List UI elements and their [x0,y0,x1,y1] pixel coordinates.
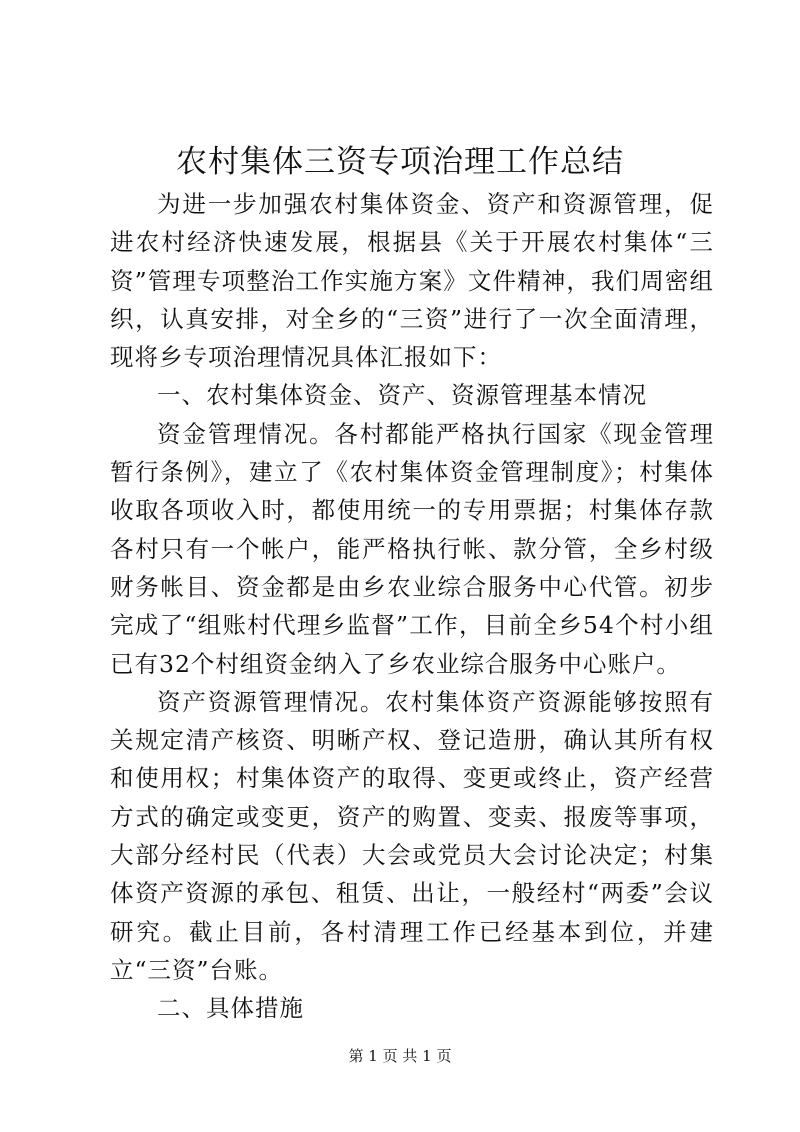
assets-management-paragraph: 资产资源管理情况。农村集体资产资源能够按照有关规定清产核资、明晰产权、登记造册，确认其所有权和使用权；村集体资产的取得、变更或终止，资产经营方式的确定或变更，资产的购置、变卖、报废等事项，大部分经村民（代表）大会或党员大会讨论决定；村集体资产资源的承包、租赁、出让，一般经村“两委”会议研究。截止目前，各村清理工作已经基本到位，并建立“三资”台账。 [110,687,714,984]
page-footer: 第 1 页 共 1 页 [348,1047,452,1065]
section-heading-2: 二、具体措施 [157,994,304,1023]
funds-management-paragraph: 资金管理情况。各村都能严格执行国家《现金管理暂行条例》，建立了《农村集体资金管理制度》；村集体收取各项收入时，都使用统一的专用票据；村集体存款各村只有一个帐户，能严格执行帐、款分管，全乡村级财务帐目、资金都是由乡农业综合服务中心代管。初步完成了“组账村代理乡监督”工作，目前全乡54个村小组已有32个村组资金纳入了乡农业综合服务中心账户。 [110,419,714,678]
section-heading-1: 一、农村集体资金、资产、资源管理基本情况 [157,381,647,410]
document-title: 农村集体三资专项治理工作总结 [176,144,624,180]
intro-paragraph: 为进一步加强农村集体资金、资产和资源管理，促进农村经济快速发展，根据县《关于开展农村集体“三资”管理专项整治工作实施方案》文件精神，我们周密组织，认真安排，对全乡的“三资”进行了一次全面清理，现将乡专项治理情况具体汇报如下： [110,190,714,372]
document-body [110,185,714,1028]
